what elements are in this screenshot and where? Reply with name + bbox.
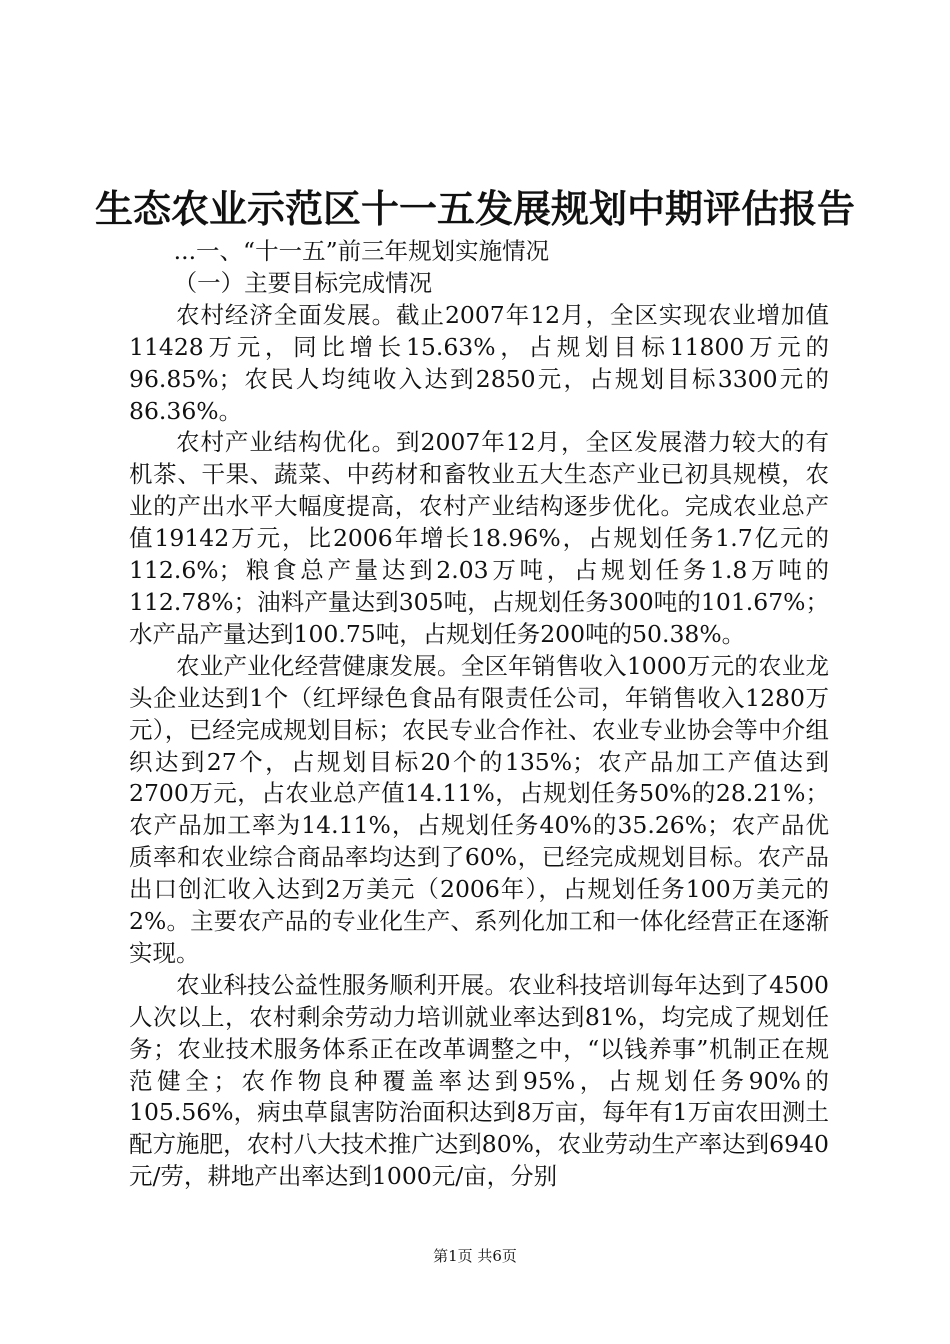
paragraph-rural-economy: 农村经济全面发展。截止2007年12月，全区实现农业增加值11428万元，同比增长15.63%，占规划目标11800万元的96.85%；农民人均纯收入达到2850元，占规划目标3300元的86.36%。: [129, 300, 829, 425]
document-title: 生态农业示范区十一五发展规划中期评估报告: [94, 187, 855, 231]
paragraph-industrialization: 农业产业化经营健康发展。全区年销售收入1000万元的农业龙头企业达到1个（红坪绿色食品有限责任公司，年销售收入1280万元），已经完成规划目标；农民专业合作社、农业专业协会等中介组织达到27个，占规划目标20个的135%；农产品加工产值达到2700万元，占农业总产值14.11%，占规划任务50%的28.21%；农产品加工率为14.11%，占规划任务40%的35.26%；农产品优质率和农业综合商品率均达到了60%，已经完成规划目标。农产品出口创汇收入达到2万美元（2006年），占规划任务100万美元的2%。主要农产品的专业化生产、系列化加工和一体化经营正在逐渐实现。: [129, 651, 829, 967]
page-number-footer: 第1页 共6页: [433, 1247, 517, 1265]
document-body: [129, 236, 829, 1193]
paragraph-industry-structure: 农村产业结构优化。到2007年12月，全区发展潜力较大的有机茶、干果、蔬菜、中药材和畜牧业五大生态产业已初具规模，农业的产出水平大幅度提高，农村产业结构逐步优化。完成农业总产值19142万元，比2006年增长18.96%，占规划任务1.7亿元的112.6%；粮食总产量达到2.03万吨，占规划任务1.8万吨的112.78%；油料产量达到305吨，占规划任务300吨的101.67%；水产品产量达到100.75吨，占规划任务200吨的50.38%。: [129, 428, 829, 648]
paragraph-tech-services: 农业科技公益性服务顺利开展。农业科技培训每年达到了4500人次以上，农村剩余劳动力培训就业率达到81%，均完成了规划任务；农业技术服务体系正在改革调整之中，“以钱养事”机制正在规范健全；农作物良种覆盖率达到95%，占规划任务90%的105.56%，病虫草鼠害防治面积达到8万亩，每年有1万亩农田测土配方施肥，农村八大技术推广达到80%，农业劳动生产率达到6940元/劳，耕地产出率达到1000元/亩，分别: [129, 970, 829, 1191]
section-heading: ...一、“十一五”前三年规划实施情况: [173, 237, 550, 265]
subsection-heading: （一）主要目标完成情况: [173, 268, 433, 297]
